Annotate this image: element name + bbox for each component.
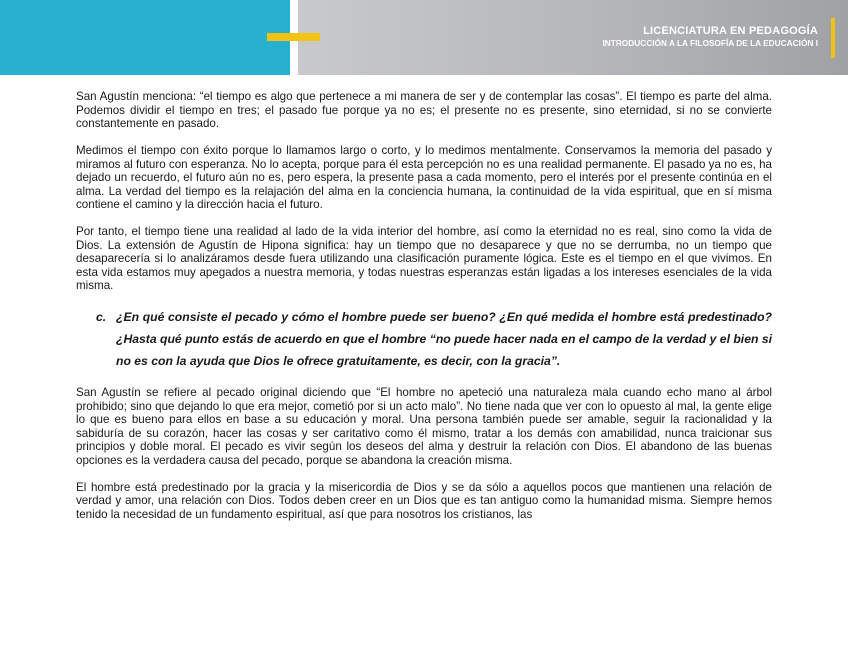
paragraph-original-sin: San Agustín se refiere al pecado original diciendo que “El hombre no apeteció una naturaleza mala cuando echo mano al árbol prohibido; sino que dejando lo que era mejor, cometió por si un acto malo”. No tiene nada que ver con lo opuesto al mal, la gente elige lo que es bueno para ellos en base a su educación y moral. Una persona también puede ser amable, seguir la racionalidad y la sabiduría de su corazón, hacer las cosas y ser caritativo como él mismo, tratar a los demás con amabilidad, nunca traicionar sus principios y doble moral. El pecado es vivir según los deseos del alma y destruir la relación con Dios. El abandono de las buenas opciones es la verdadera causa del pecado, porque se abandona la creación misma. xyxy=(76,386,772,467)
header-teal-band xyxy=(0,0,290,75)
header-accent-bar xyxy=(267,33,320,41)
course-title: INTRODUCCIÓN A LA FILOSOFÍA DE LA EDUCACIÓN I xyxy=(602,38,818,48)
document-body xyxy=(76,90,772,535)
question-marker: c. xyxy=(96,310,107,324)
header-vertical-accent xyxy=(831,18,835,58)
page-header xyxy=(0,0,848,75)
question-c xyxy=(96,306,772,372)
program-title: LICENCIATURA EN PEDAGOGÍA xyxy=(643,25,818,37)
paragraph-predestination: El hombre está predestinado por la gracia y la misericordia de Dios y se da sólo a aquellos pocos que mantienen una relación de verdad y amor, una relación con Dios. Todos deben creer en un Dios que es tan antiguo como la humanidad misma. Siempre hemos tenido la necesidad de un fundamento espiritual, así que para nosotros los cristianos, las xyxy=(76,480,772,521)
paragraph-time-definition: San Agustín menciona: “el tiempo es algo que pertenece a mi manera de ser y de contemplar las cosas”. El tiempo es parte del alma. Podemos dividir el tiempo en tres; el pasado fue porque ya no es; el presente no es presente, sino eternidad, si no se convierte constantemente en pasado. xyxy=(76,90,772,130)
paragraph-time-reality: Por tanto, el tiempo tiene una realidad al lado de la vida interior del hombre, así como la eternidad no es real, sino como la vida de Dios. La extensión de Agustín de Hipona significa: hay un tiempo que no desaparece y que no se derrumba, no un tiempo que desaparecería si lo analizáramos desde fuera utilizando una clasificación puramente lógica. Este es el tiempo en el que vivimos. En esta vida estamos muy apegados a nuestra memoria, y todas nuestras esperanzas están ligadas a los intereses esenciales de la vida misma. xyxy=(76,225,772,292)
question-text: ¿En qué consiste el pecado y cómo el hombre puede ser bueno? ¿En qué medida el hombre está predestinado? ¿Hasta qué punto estás de acuerdo en que el hombre “no puede hacer nada en el campo de la verdad y el bien si no es con la ayuda que Dios le ofrece gratuitamente, es decir, con la gracia”. xyxy=(116,310,772,368)
header-titles xyxy=(602,25,818,49)
paragraph-measuring-time: Medimos el tiempo con éxito porque lo llamamos largo o corto, y lo medimos mentalmente. Conservamos la memoria del pasado y miramos al futuro con esperanza. No lo acepta, porque para él esta percepción no es una realidad permanente. El pasado ya no es, ha dejado un recuerdo, el futuro aún no es, pero espera, la presente pasa a cada momento, pero el interés por el presente continúa en el alma. La verdad del tiempo es la relajación del alma en la conciencia humana, la continuidad de la vida espiritual, que en sí misma contiene el camino y la dirección hacia el futuro. xyxy=(76,144,772,211)
